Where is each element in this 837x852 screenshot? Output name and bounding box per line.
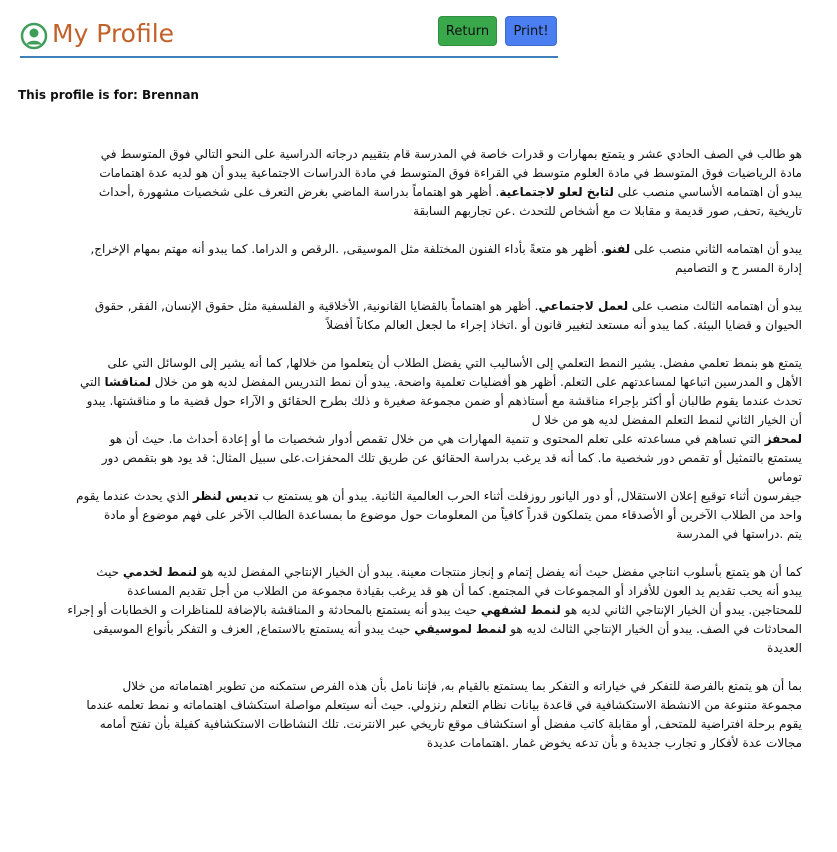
paragraph-text: تاريخية ,تحف, صور قديمة و مقابلا ت مع أشخاص للتحدث .عن تجاربهم السابقة (413, 204, 802, 218)
paragraph-text: . أظهر هو اهتماماً بدراسة الماضي بغرض التعرف على شخصيات مشهورة ,أحداث (98, 185, 500, 199)
paragraph-text: يتمتع هو بنمط تعلمي مفضل. يشير النمط التعلمي إلى الأساليب التي يفضل الطلاب أن يتعلموا من خلالها, كما أنه يشير إلى الوسائل التي على (107, 356, 802, 370)
highlight-term: تديس لنظر (192, 489, 259, 503)
highlight-term: لمحفز (764, 432, 802, 446)
profile-paragraph (14, 677, 802, 753)
highlight-term: لفنو (604, 242, 631, 256)
paragraph-text: جيفرسون أثناء توقيع إعلان الاستقلال, أو دور اليانور روزفلت أثناء الحرب العالمية الثانية. يبدو أن هو يستمتع ب (258, 489, 802, 503)
highlight-term: لمناقشا (104, 375, 151, 389)
paragraph-text: أن الخيار الثاني لنمط التعلم المفضل لديه هو من خلا ل (531, 413, 802, 427)
paragraph-text: يبدو أن اهتمامه الأساسي منصب على (613, 185, 802, 199)
profile-paragraph (14, 563, 802, 658)
paragraph-text: هو طالب في الصف الحادي عشر و يتمتع بمهارات و قدرات خاصة في المدرسة قام بتقييم درجاته الدراسية على النحو التالي فوق المتوسط في (100, 147, 802, 161)
highlight-term: لنمط لموسيقي (414, 622, 507, 636)
paragraph-text: يستمتع بالتمثيل أو تقمص دور شخصية ما. كما أنه قد يرغب بدراسة الحقائق عن طريق تلك المحفزات.على سبيل المثال: قد يود هو بتقمص دور (101, 451, 802, 465)
highlight-term: لعمل لاجتماعي (538, 299, 629, 313)
profile-paragraph (14, 240, 802, 278)
highlight-term: لنمط لخدمي (122, 565, 198, 579)
paragraph-text: يقوم برحلة افتراضية للمتحف, أو مقابلة كاتب مفضل أو استكشاف موقع تاريخي عبر الانترنت. تلك النشاطات الاستكشافية كفيلة بأن تفتح أمامه (99, 717, 802, 731)
paragraph-text: توماس (767, 470, 802, 484)
profile-for-label: This profile is for: Brennan (18, 88, 199, 102)
paragraph-text: العديدة (766, 641, 802, 655)
paragraph-text: الأهل و المدرسين اتباعها لمساعدتهم على التعلم. أظهر هو أفضليات تعلمية واضحة. يبدو أن نمط التدريس المفضل لديه هو من خلال (150, 375, 802, 389)
paragraph-text: حيث (96, 565, 123, 579)
print-button[interactable]: Print! (505, 16, 557, 46)
paragraph-text: الذي يحدث عندما يقوم (76, 489, 193, 503)
paragraph-text: يتم .دراستها في المدرسة (676, 527, 802, 541)
paragraph-text: بما أن هو يتمتع بالفرصة للتفكر في خياراته و التفكر بما يستمتع بالقيام به, فإننا نامل بأن هذه الفرص ستمكنه من تطوير اهتماماته من خلال (122, 679, 802, 693)
profile-paragraph (14, 297, 802, 335)
user-circle-icon (20, 22, 48, 50)
paragraph-text: مجالات عدة لأفكار و تجارب جديدة و بأن تدعه يخوض غمار .اهتمامات عديدة (426, 736, 802, 750)
highlight-term: لتابخ لعلو لاجتماعية (499, 185, 614, 199)
paragraph-text: يبدو أن اهتمامه الثالث منصب على (628, 299, 802, 313)
paragraph-text: للمحتاجين. يبدو أن الخيار الإنتاجي الثاني لديه هو (560, 603, 802, 617)
paragraph-text: . أظهر هو اهتماماً بالقضايا القانونية, الأخلاقية و الفلسفية مثل حقوق الإنسان, الفقر, حقوق (94, 299, 539, 313)
paragraph-text: يبدو أنه يحب تقديم يد العون للأفراد أو المجموعات في المجتمع. كما أن هو قد يرغب بقيادة مجموعة من الطلاب من أجل تقديم المساعدة (127, 584, 802, 598)
paragraph-text: مادة الرياضيات فوق المتوسط في مادة العلوم متوسط في القراءة فوق المتوسط في مادة الدراسات الاجتماعية يبدو أن هو لديه عدة اهتمامات (99, 166, 802, 180)
paragraph-text: واحد من الطلاب الآخرين أو الأصدقاء ممن يتملكون قدراً كافياً من المعلومات حول موضوع ما بمساعدة الطالب الآخر على فهم موضوع أو مادة (103, 508, 802, 522)
highlight-term: لنمط لشفهي (480, 603, 561, 617)
paragraph-text: إدارة المسر ح و التصاميم (675, 261, 802, 275)
paragraph-text: المحادثات في الصف. يبدو أن الخيار الإنتاجي الثالث لديه هو (506, 622, 802, 636)
return-button[interactable]: Return (438, 16, 497, 46)
paragraph-text: الحيوان و قضايا البيئة. كما يبدو أنه مستعد لتغيير قانون أو .اتخاذ إجراء ما لجعل العالم مكاناً أفضلاً (326, 318, 802, 332)
paragraph-text: تحدث عندما يقوم طالبان أو أكثر بإجراء مناقشة مع أستاذهم أو ضمن مجموعة صغيرة و ذلك بطرح الحقائق و الآراء حول قضية ما و مناقشتها. يبدو (86, 394, 802, 408)
paragraph-text: التي (80, 375, 105, 389)
paragraph-text: يبدو أن اهتمامه الثاني منصب على (630, 242, 802, 256)
paragraph-text: مجموعة متنوعة من الانشطة الاستكشافية في قاعدة بيانات نظام التعلم رنزولي. حيث أنه سيتعلم مواصلة استكشاف اهتماماته و نمط تعلمه عندما (86, 698, 802, 712)
page-title: My Profile (52, 19, 175, 48)
paragraph-text: . أظهر هو متعةً بأداء الفنون المختلفة مثل الموسيقى, .الرقص و الدراما. كما يبدو أنه مهتم بمهام الإخراج, (90, 242, 605, 256)
profile-content (14, 145, 802, 772)
paragraph-text: حيث يبدو أنه يستمتع بالمحادثة و المناقشة بالإضافة للمناظرات و الخطابات أو إجراء (67, 603, 481, 617)
paragraph-text: حيث يبدو أنه يستمتع بالاستماع, العزف و التفكر بأنواع الموسيقى (93, 622, 415, 636)
profile-paragraph (14, 354, 802, 544)
profile-paragraph (14, 145, 802, 221)
paragraph-text: التي تساهم في مساعدته على تعلم المحتوى و تنمية المهارات هي من خلال تقمص أدوار شخصيات ما أو إعادة أحداث ما. حيث أن هو (109, 432, 765, 446)
paragraph-text: كما أن هو يتمتع بأسلوب انتاجي مفضل حيث أنه يفضل إتمام و إنجاز منتجات معينة. يبدو أن الخيار الإنتاجي المفضل لديه هو (197, 565, 802, 579)
